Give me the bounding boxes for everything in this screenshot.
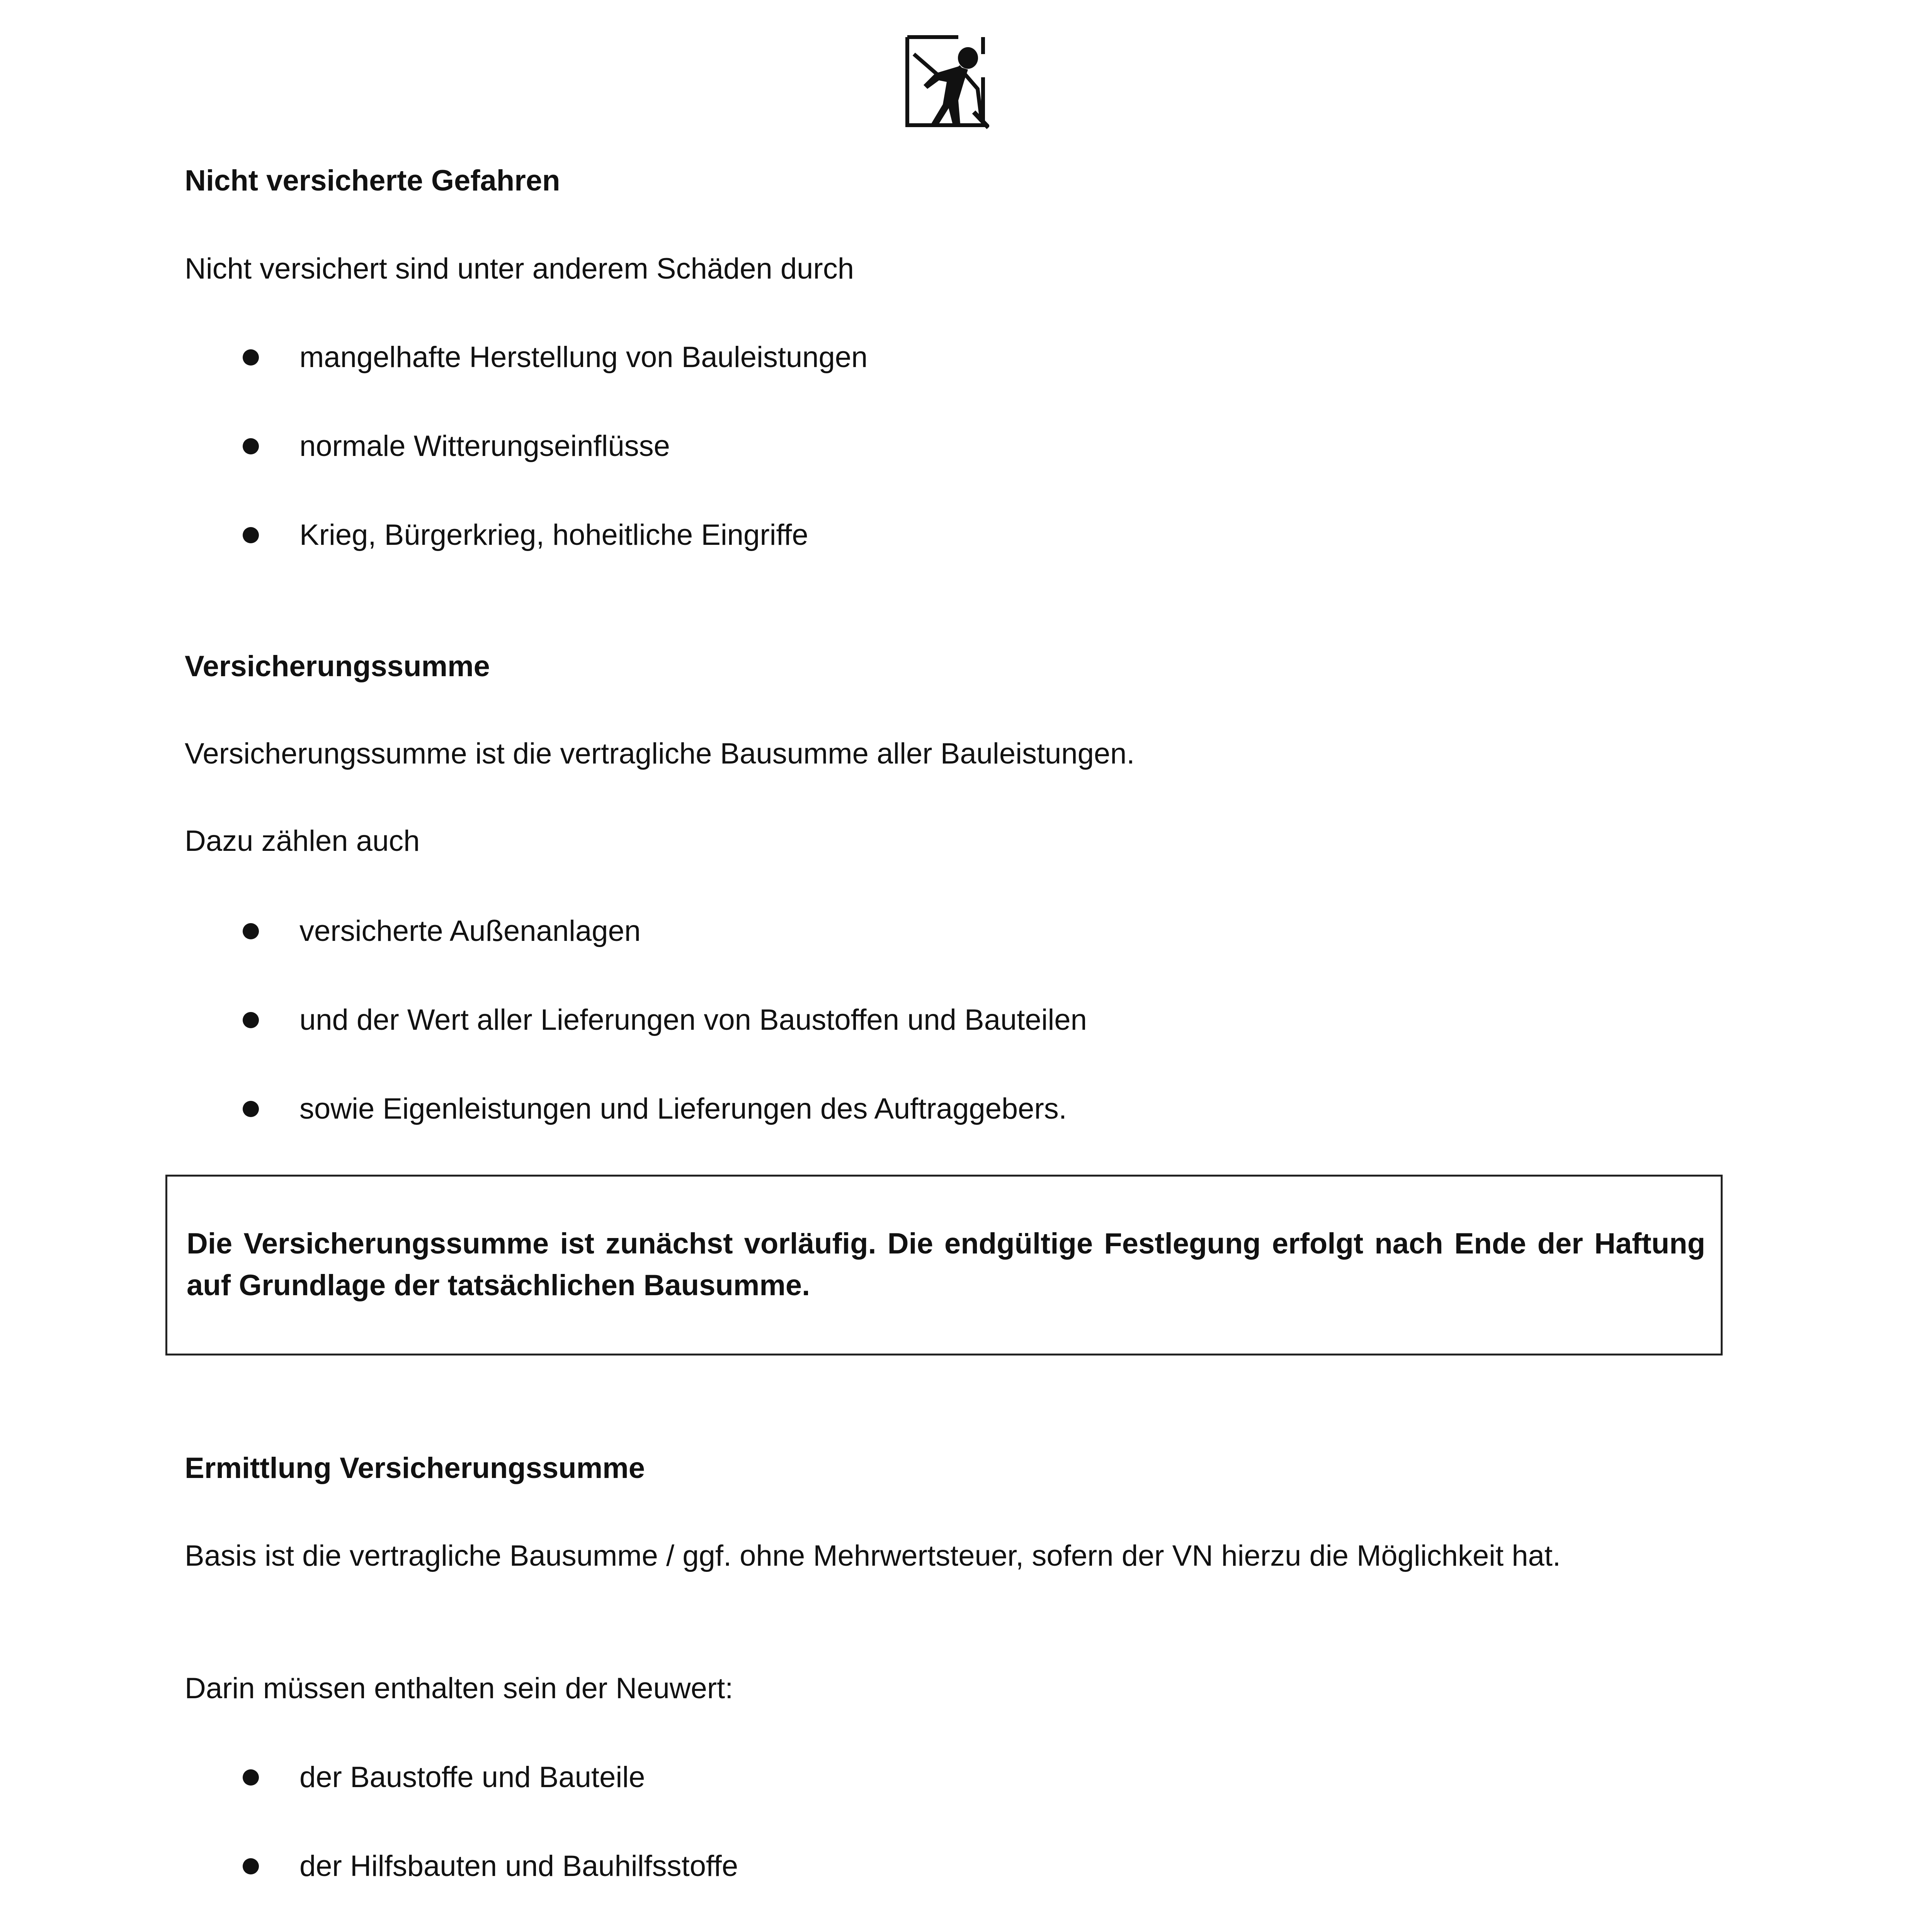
list-item: der Baustoffe und Bauteile [299, 1761, 645, 1794]
versicherungssumme-text: Versicherungssumme ist die vertragliche Bausumme aller Bauleistungen. [185, 737, 1135, 770]
note-text: Die Versicherungssumme ist zunächst vorläufig. Die endgültige Festlegung erfolgt nach Ende der Haftung auf Grundlage der tatsächlichen Bausumme. [187, 1227, 1705, 1302]
bullet [243, 438, 259, 454]
bullet [243, 1012, 259, 1028]
list-item: Krieg, Bürgerkrieg, hoheitliche Eingriffe [299, 519, 808, 551]
list-item: normale Witterungseinflüsse [299, 430, 670, 463]
heading-ermittlung-versicherungssumme: Ermittlung Versicherungssumme [185, 1452, 645, 1485]
logo-icon [900, 31, 989, 131]
intro-nicht-versichert: Nicht versichert sind unter anderem Schäden durch [185, 252, 854, 285]
list-item: versicherte Außenanlagen [299, 915, 641, 947]
bullet [243, 1769, 259, 1786]
list-item: und der Wert aller Lieferungen von Baustoffen und Bauteilen [299, 1003, 1087, 1036]
list-item: der Hilfsbauten und Bauhilfsstoffe [299, 1850, 738, 1883]
bullet [243, 1101, 259, 1117]
list-item: sowie Eigenleistungen und Lieferungen des Auftraggebers. [299, 1092, 1067, 1125]
bullet [243, 923, 259, 939]
ermittlung-text: Basis ist die vertragliche Bausumme / ggf. ohne Mehrwertsteuer, sofern der VN hierzu die Möglichkeit hat. [185, 1539, 1561, 1572]
note-box [165, 1175, 1723, 1355]
heading-nicht-versicherte-gefahren: Nicht versicherte Gefahren [185, 164, 560, 197]
bullet [243, 349, 259, 366]
bullet [243, 527, 259, 543]
heading-versicherungssumme: Versicherungssumme [185, 650, 490, 683]
list-item: mangelhafte Herstellung von Bauleistungen [299, 341, 868, 374]
dazu-zaehlen-text: Dazu zählen auch [185, 825, 420, 857]
neuwert-text: Darin müssen enthalten sein der Neuwert: [185, 1672, 733, 1705]
bullet [243, 1858, 259, 1874]
